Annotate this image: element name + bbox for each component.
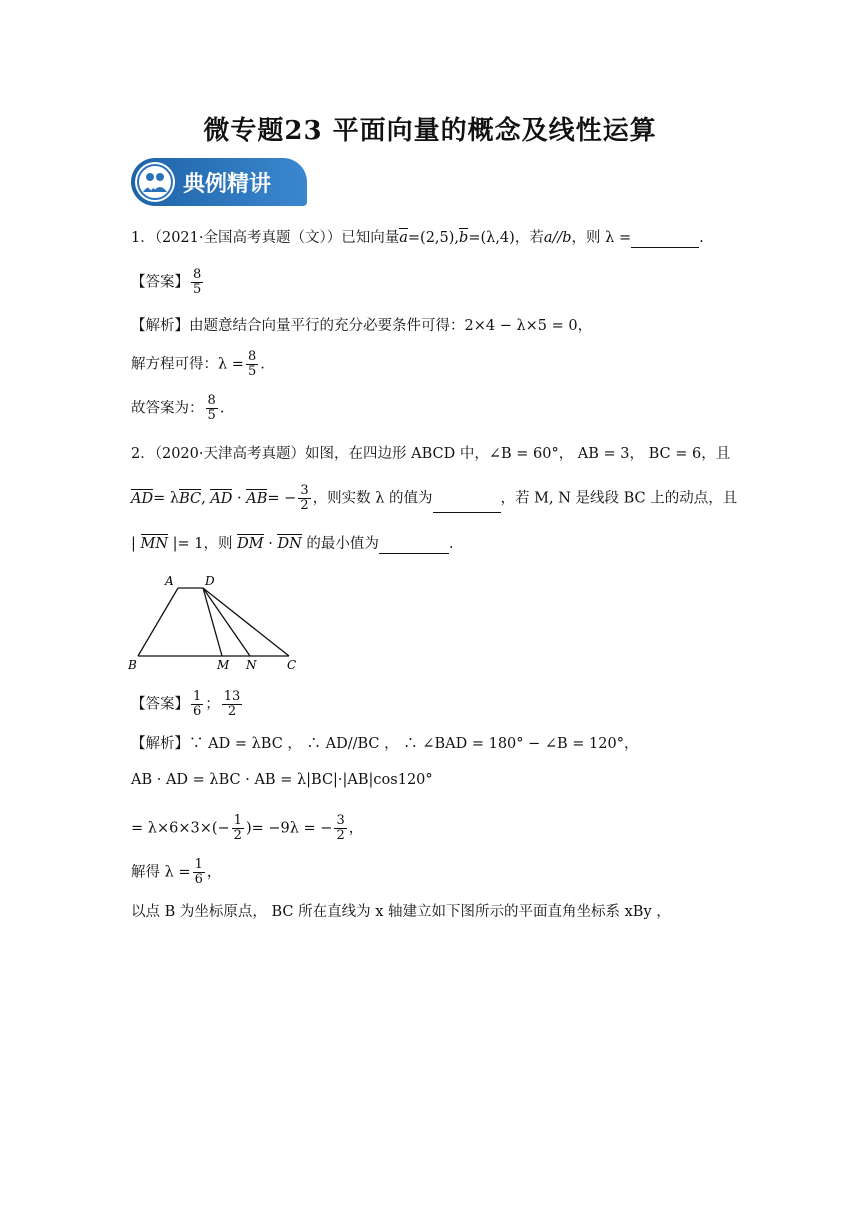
answer-blank bbox=[631, 247, 699, 248]
answer-blank bbox=[379, 553, 449, 554]
people-check-icon bbox=[135, 162, 175, 202]
label-A: A bbox=[165, 574, 174, 588]
label-M: M bbox=[217, 658, 230, 672]
question-2-line-1: 2．（2020·天津高考真题）如图，在四边形 ABCD 中，∠B = 60°， AB = 3， BC = 6，且 bbox=[131, 446, 731, 462]
answer-label: 【答案】 bbox=[131, 274, 189, 291]
q1-eq-a: =(2,5), bbox=[407, 230, 460, 246]
solution-2-line-5: 以点 B 为坐标原点， BC 所在直线为 x 轴建立如下图所示的平面直角坐标系 xBy ， bbox=[131, 904, 671, 920]
vector-a: a bbox=[399, 230, 408, 246]
solution-2-line-4: 解得 λ = $\frac{1}{6}$ ， bbox=[131, 857, 222, 887]
q1-end: . bbox=[699, 230, 704, 246]
banner-label: 典例精讲 bbox=[183, 172, 272, 197]
solution-label: 【解析】 bbox=[131, 318, 189, 334]
answer-label: 【答案】 bbox=[131, 696, 189, 713]
solution-2-line-1: 【解析】∵ AD = λBC ， ∴ AD//BC ， ∴ ∠BAD = 180° − ∠B = 120°， bbox=[131, 736, 639, 752]
trapezoid-figure bbox=[126, 572, 306, 672]
solution-1-line-3: 故答案为： $\frac{8}{5}$ . bbox=[131, 393, 225, 423]
q1-suffix: ，则 λ = bbox=[571, 230, 632, 246]
solution-1-line-1: 【解析】由题意结合向量平行的充分必要条件可得：2×4 − λ×5 = 0， bbox=[131, 318, 593, 334]
q1-prefix: 1．（2021·全国高考真题（文））已知向量 bbox=[131, 230, 400, 246]
question-2-line-3: | MN |= 1，则 DM · DN 的最小值为 . bbox=[131, 536, 454, 552]
answer-blank bbox=[433, 512, 501, 513]
q1-parallel: a//b bbox=[543, 230, 572, 246]
vector-b: b bbox=[459, 230, 469, 246]
solution-label: 【解析】 bbox=[131, 736, 189, 752]
q1-eq-b: =(λ,4) bbox=[468, 230, 515, 246]
question-1 bbox=[131, 228, 704, 248]
question-2-line-2: AD= λBC, AD · AB= − $\frac{3}{2}$ ，则实数 λ 的值为 ，若 M, N 是线段 BC 上的动点，且 bbox=[131, 483, 738, 513]
page-title: 微专题23 平面向量的概念及线性运算 bbox=[203, 116, 657, 146]
label-N: N bbox=[246, 658, 257, 672]
answer-1 bbox=[131, 268, 205, 297]
label-C: C bbox=[287, 658, 297, 672]
label-D: D bbox=[205, 574, 215, 588]
solution-1-line-2: 解方程可得：λ = $\frac{8}{5}$ . bbox=[131, 349, 265, 379]
answer-1-fraction: $\frac{8}{5}$ bbox=[193, 267, 202, 297]
section-banner bbox=[131, 158, 307, 206]
solution-2-line-2: AB · AD = λBC · AB = λ|BC|·|AB|cos120° bbox=[131, 772, 433, 788]
q1-mid: ，若 bbox=[514, 230, 544, 246]
answer-2: 【答案】 $\frac{1}{6}$ ； $\frac{13}{2}$ bbox=[131, 689, 241, 719]
solution-2-line-3: = λ×6×3×(− $\frac{1}{2}$ )= −9λ = − $\frac{3}{2}$ ， bbox=[131, 813, 364, 843]
label-B: B bbox=[128, 658, 137, 672]
